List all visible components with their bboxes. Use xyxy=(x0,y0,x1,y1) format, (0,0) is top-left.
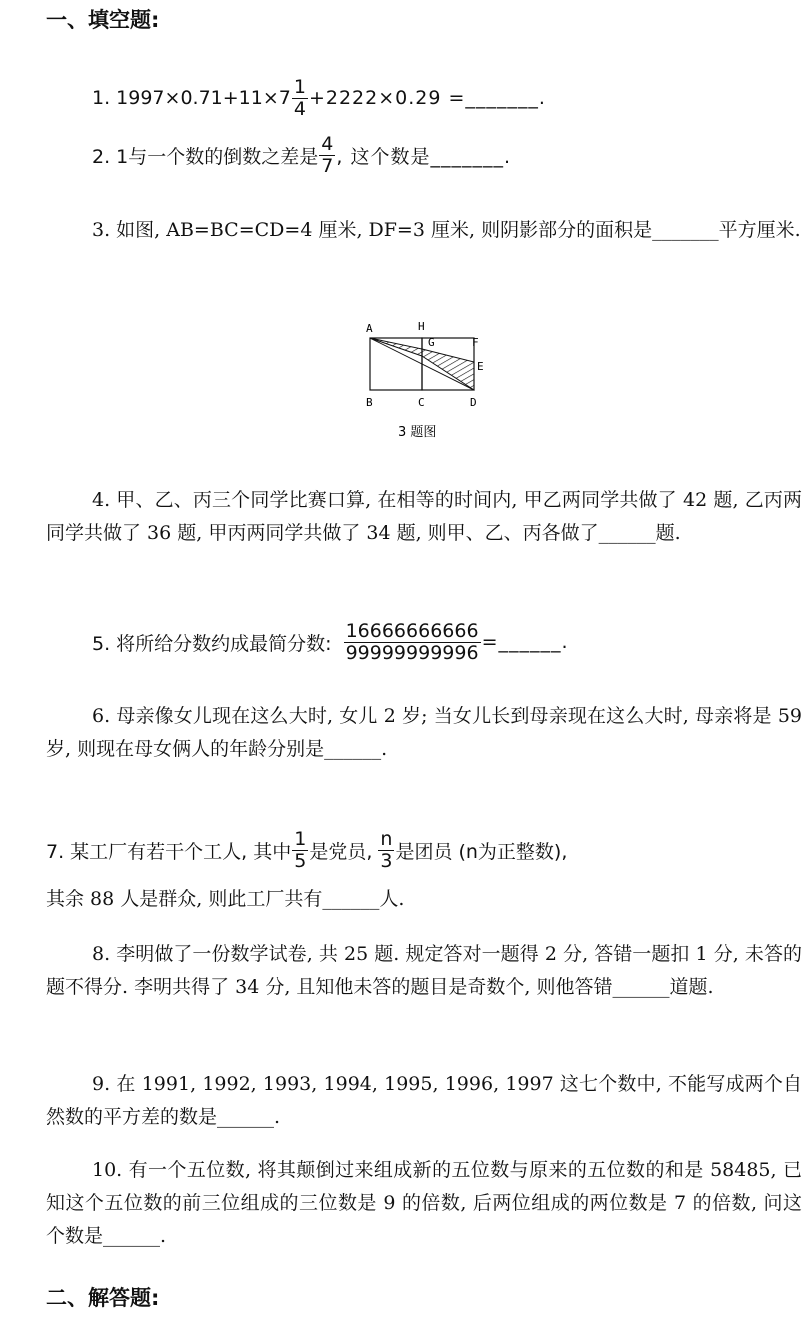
shaded-quad-right xyxy=(422,349,474,390)
label-b: B xyxy=(366,396,373,409)
label-h: H xyxy=(418,320,425,333)
q2-frac-num: 4 xyxy=(321,132,334,155)
q7-prefix: 7. 某工厂有若干个工人, 其中 xyxy=(46,840,292,863)
q2-frac-den: 7 xyxy=(321,154,334,177)
label-a: A xyxy=(366,322,373,335)
q5-suffix: =______. xyxy=(481,631,569,653)
section-title-fill-blank: 一、填空题: xyxy=(46,8,160,32)
question-6: 6. 母亲像女儿现在这么大时, 女儿 2 岁; 当女儿长到母亲现在这么大时, 母亲将是 59 岁, 则现在母女俩人的年龄分别是______. xyxy=(46,705,802,760)
q1-prefix: 1. 1997×0.71+11×7 xyxy=(92,87,291,109)
question-5 xyxy=(92,614,569,670)
question-10: 10. 有一个五位数, 将其颠倒过来组成新的五位数与原来的五位数的和是 58485, 已知这个五位数的前三位组成的三位数是 9 的倍数, 后两位组成的两位数是 7 的倍数, 问这个数是______. xyxy=(46,1159,802,1247)
figure-3 xyxy=(360,318,500,450)
q1-frac-den: 4 xyxy=(293,97,306,120)
q7-frac1-den: 5 xyxy=(294,849,307,872)
question-7 xyxy=(46,822,567,878)
label-f: F xyxy=(472,336,479,349)
q7-frac2-den: 3 xyxy=(380,849,393,872)
q5-frac-num: 16666666666 xyxy=(345,619,479,642)
section-title-answer: 二、解答题: xyxy=(46,1286,160,1310)
question-1 xyxy=(92,74,546,122)
q7-frac1-num: 1 xyxy=(294,827,307,850)
label-c: C xyxy=(418,396,425,409)
q5-frac-den: 99999999996 xyxy=(345,641,479,664)
q1-suffix: +2222×0.29 =_______. xyxy=(308,87,546,109)
question-3: 3. 如图, AB=BC=CD=4 厘米, DF=3 厘米, 则阴影部分的面积是_______平方厘米. xyxy=(92,219,801,241)
q7-fraction-2 xyxy=(378,829,394,872)
q2-prefix: 2. 1与一个数的倒数之差是 xyxy=(92,145,319,168)
label-e: E xyxy=(477,360,484,373)
q7-frac2-num: n xyxy=(380,827,393,850)
q5-prefix: 5. 将所给分数约成最简分数: xyxy=(92,632,332,655)
q5-fraction xyxy=(344,621,481,664)
q7-suffix: 是团员 (n为正整数), xyxy=(395,840,568,863)
q1-frac-num: 1 xyxy=(293,75,306,98)
question-2 xyxy=(92,130,511,180)
q2-fraction xyxy=(319,134,335,177)
figure-caption: 3 题图 xyxy=(398,425,437,440)
question-4: 4. 甲、乙、丙三个同学比赛口算, 在相等的时间内, 甲乙两同学共做了 42 题, 乙丙两同学共做了 36 题, 甲丙两同学共做了 34 题, 则甲、乙、丙各做了______题. xyxy=(46,489,802,544)
q7-fraction-1 xyxy=(292,829,308,872)
label-d: D xyxy=(470,396,477,409)
shaded-triangle-left xyxy=(370,338,422,356)
question-7-line-2: 其余 88 人是群众, 则此工厂共有______人. xyxy=(46,888,405,910)
q2-suffix: , 这个数是_______. xyxy=(336,145,511,168)
question-8: 8. 李明做了一份数学试卷, 共 25 题. 规定答对一题得 2 分, 答错一题扣 1 分, 未答的题不得分. 李明共得了 34 分, 且知他未答的题目是奇数个, 则他答错______道题. xyxy=(46,943,802,998)
question-9: 9. 在 1991, 1992, 1993, 1994, 1995, 1996, 1997 这七个数中, 不能写成两个自然数的平方差的数是______. xyxy=(46,1073,802,1128)
label-g: G xyxy=(428,336,435,349)
figure-3-diagram xyxy=(360,318,500,446)
q7-mid: 是党员, xyxy=(309,840,373,863)
q1-fraction xyxy=(292,77,308,120)
